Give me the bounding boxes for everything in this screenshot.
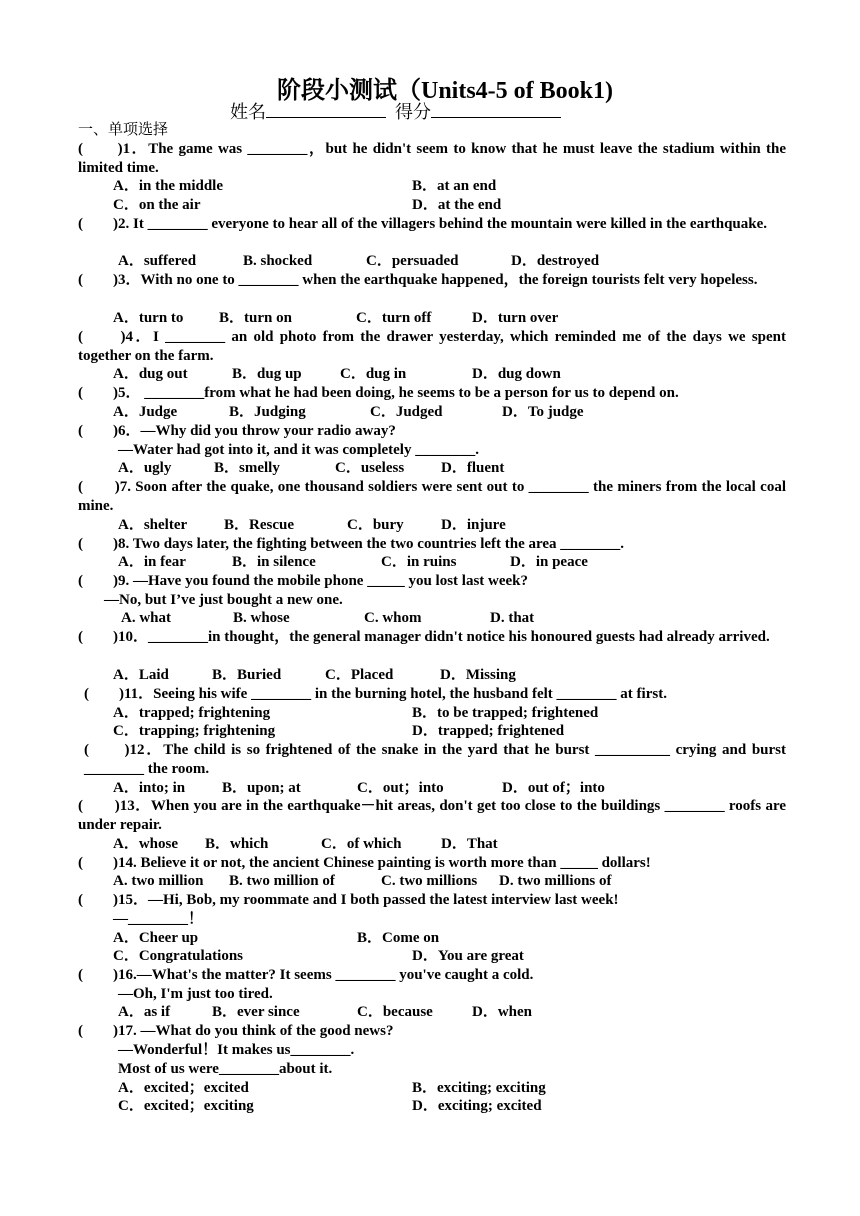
question-stem: ( )13．When you are in the earthquake－hit areas, don't get too close to the buildings ________ roofs are under repair. — [78, 798, 786, 833]
question-stem: ( )7. Soon after the quake, one thousand soldiers were sent out to ________ the miners from the local coal mine. — [78, 479, 786, 514]
option-d[interactable]: D．To judge — [502, 404, 584, 420]
option-c[interactable]: C．in ruins — [381, 554, 457, 570]
question-stem-continued: Most of us were________about it. — [118, 1061, 333, 1077]
option-c[interactable]: C．out；into — [357, 780, 444, 796]
question-11 — [84, 685, 786, 704]
question-16 — [78, 966, 786, 985]
option-a[interactable]: A．turn to — [113, 310, 184, 326]
option-d[interactable]: D．Missing — [440, 667, 516, 683]
option-b[interactable]: B．Rescue — [224, 517, 294, 533]
option-c[interactable]: C．excited；exciting — [118, 1098, 254, 1114]
option-a[interactable]: A. two million — [113, 873, 204, 889]
option-c[interactable]: C. two millions — [381, 873, 478, 889]
option-d[interactable]: D．when — [472, 1004, 533, 1020]
score-field[interactable] — [431, 101, 561, 118]
option-d[interactable]: D．destroyed — [511, 253, 600, 269]
question-stem: ( )15．—Hi, Bob, my roommate and I both passed the latest interview last week! — [78, 892, 619, 908]
question-stem: ( )8. Two days later, the fighting between the two countries left the area ________. — [78, 536, 625, 552]
option-b[interactable]: B．dug up — [232, 366, 302, 382]
question-stem: ( )14. Believe it or not, the ancient Chinese painting is worth more than _____ dollars! — [78, 855, 651, 871]
option-c[interactable]: C. whom — [364, 610, 422, 626]
question-2 — [78, 215, 786, 234]
option-d[interactable]: D．injure — [441, 517, 506, 533]
question-stem-continued: —________！ — [113, 911, 204, 927]
question-8 — [78, 535, 786, 554]
question-stem-continued: —Wonderful！It makes us________. — [118, 1042, 355, 1058]
question-stem: ( )11．Seeing his wife ________ in the burning hotel, the husband felt ________ at first. — [84, 686, 667, 702]
option-a[interactable]: A．in the middle — [113, 178, 224, 194]
question-stem: ( )1．The game was ________，but he didn't seem to know that he must leave the stadium within the limited time. — [78, 141, 786, 176]
option-c[interactable]: C．because — [357, 1004, 433, 1020]
option-d[interactable]: D．That — [441, 836, 498, 852]
option-d[interactable]: D. two millions of — [499, 873, 612, 889]
option-c[interactable]: C．bury — [347, 517, 404, 533]
question-stem: ( )6．—Why did you throw your radio away? — [78, 423, 396, 439]
option-a[interactable]: A. what — [121, 610, 172, 626]
option-a[interactable]: A．dug out — [113, 366, 188, 382]
option-b[interactable]: B. shocked — [243, 253, 313, 269]
option-b[interactable]: B．Buried — [212, 667, 282, 683]
option-a[interactable]: A．ugly — [118, 460, 172, 476]
option-b[interactable]: B．at an end — [412, 178, 497, 194]
option-b[interactable]: B．exciting; exciting — [412, 1080, 546, 1096]
option-b[interactable]: B．turn on — [219, 310, 292, 326]
question-15 — [78, 891, 786, 910]
option-d[interactable]: D. that — [490, 610, 535, 626]
option-c[interactable]: C．Judged — [370, 404, 443, 420]
option-a[interactable]: A．as if — [118, 1004, 171, 1020]
question-1 — [78, 140, 786, 178]
option-d[interactable]: D．out of；into — [502, 780, 605, 796]
option-a[interactable]: A．Judge — [113, 404, 178, 420]
question-stem: ( )5． ________from what he had been doing, he seems to be a person for us to depend on. — [78, 385, 679, 401]
name-field[interactable] — [266, 101, 386, 118]
question-4 — [78, 328, 786, 366]
question-stem-continued: —No, but I’ve just bought a new one. — [104, 592, 343, 608]
option-b[interactable]: B. whose — [233, 610, 290, 626]
question-stem: ( )10．________in thought，the general manager didn't notice his honoured guests had already arrived. — [78, 629, 770, 645]
question-stem: ( )3．With no one to ________ when the earthquake happened，the foreign tourists felt very hopeless. — [78, 272, 758, 288]
option-c[interactable]: C．turn off — [356, 310, 432, 326]
option-c[interactable]: C．dug in — [340, 366, 407, 382]
option-b[interactable]: B．smelly — [214, 460, 280, 476]
question-stem-continued: —Oh, I'm just too tired. — [118, 986, 273, 1002]
option-a[interactable]: A．trapped; frightening — [113, 705, 271, 721]
question-9 — [78, 572, 786, 591]
option-d[interactable]: D．fluent — [441, 460, 505, 476]
option-c[interactable]: C．trapping; frightening — [113, 723, 276, 739]
page-title: 阶段小测试（Units4-5 of Book1) — [276, 78, 613, 104]
option-b[interactable]: B．in silence — [232, 554, 316, 570]
option-c[interactable]: C．on the air — [113, 197, 201, 213]
option-b[interactable]: B．to be trapped; frightened — [412, 705, 599, 721]
question-stem: ( )9. —Have you found the mobile phone _____ you lost last week? — [78, 573, 529, 589]
question-13 — [78, 797, 786, 835]
option-b[interactable]: B．upon; at — [222, 780, 301, 796]
option-d[interactable]: D．in peace — [510, 554, 588, 570]
option-c[interactable]: C．useless — [335, 460, 405, 476]
option-d[interactable]: D．You are great — [412, 948, 524, 964]
question-5 — [78, 384, 786, 403]
question-6 — [78, 422, 786, 441]
option-b[interactable]: B．Judging — [229, 404, 306, 420]
option-a[interactable]: A．excited；excited — [118, 1080, 249, 1096]
score-label: 得分 — [395, 102, 431, 122]
option-c[interactable]: C．of which — [321, 836, 402, 852]
option-d[interactable]: D．dug down — [472, 366, 561, 382]
option-a[interactable]: A．into; in — [113, 780, 186, 796]
question-12 — [84, 741, 786, 779]
question-14 — [78, 854, 786, 873]
option-a[interactable]: A．suffered — [118, 253, 197, 269]
option-d[interactable]: D．trapped; frightened — [412, 723, 565, 739]
option-a[interactable]: A．in fear — [118, 554, 186, 570]
name-score-line — [230, 101, 561, 123]
option-b[interactable]: B．which — [205, 836, 269, 852]
option-c[interactable]: C．persuaded — [366, 253, 459, 269]
question-stem: ( )2. It ________ everyone to hear all of the villagers behind the mountain were killed in the earthquake. — [78, 216, 768, 232]
option-b[interactable]: B．Come on — [357, 930, 440, 946]
option-a[interactable]: A．Laid — [113, 667, 169, 683]
option-a[interactable]: A．shelter — [118, 517, 188, 533]
question-10 — [78, 628, 786, 647]
question-stem: ( )16.—What's the matter? It seems ________ you've caught a cold. — [78, 967, 534, 983]
option-d[interactable]: D．exciting; excited — [412, 1098, 542, 1114]
name-label: 姓名 — [230, 102, 266, 122]
question-stem-continued: —Water had got into it, and it was completely ________. — [118, 442, 479, 458]
question-stem: ( )4．I ________ an old photo from the drawer yesterday, which reminded me of the days we spent together on the farm. — [78, 329, 786, 364]
question-17 — [78, 1022, 786, 1041]
option-b[interactable]: B．ever since — [212, 1004, 300, 1020]
option-b[interactable]: B. two million of — [229, 873, 335, 889]
question-3 — [78, 271, 786, 290]
option-c[interactable]: C．Placed — [325, 667, 394, 683]
question-stem: ( )12．The child is so frightened of the snake in the yard that he burst __________ crying and burst ________ the room. — [84, 742, 786, 777]
question-7 — [78, 478, 786, 516]
option-c[interactable]: C．Congratulations — [113, 948, 244, 964]
option-d[interactable]: D．turn over — [472, 310, 559, 326]
question-stem: ( )17. —What do you think of the good news? — [78, 1023, 394, 1039]
section-heading: 一、单项选择 — [78, 122, 169, 138]
option-a[interactable]: A．whose — [113, 836, 179, 852]
option-d[interactable]: D．at the end — [412, 197, 502, 213]
option-a[interactable]: A．Cheer up — [113, 930, 199, 946]
